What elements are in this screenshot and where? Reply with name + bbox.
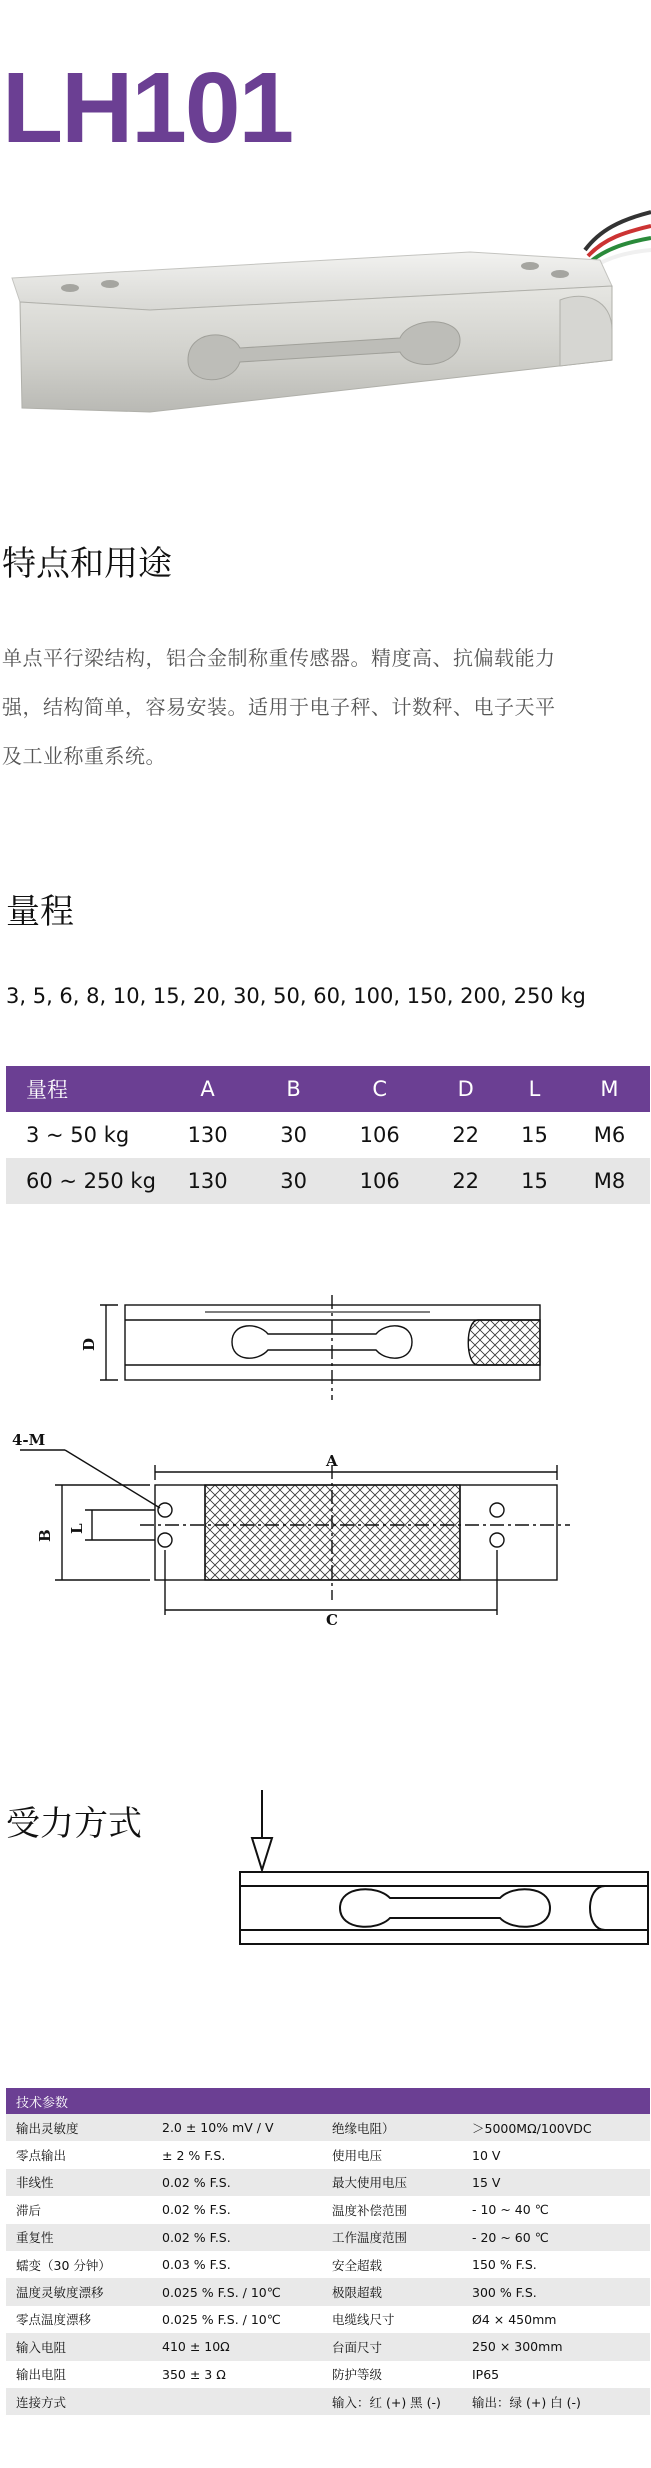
table-cell: 最大使用电压	[322, 2169, 462, 2196]
table-cell: 零点输出	[6, 2141, 152, 2168]
table-cell: 10 V	[462, 2141, 650, 2168]
table-cell: 106	[328, 1112, 431, 1158]
table-cell: 300 % F.S.	[462, 2278, 650, 2305]
col-header: C	[328, 1066, 431, 1112]
table-cell: 3 ~ 50 kg	[6, 1112, 156, 1158]
table-cell: 30	[259, 1112, 328, 1158]
label-l: L	[68, 1523, 86, 1534]
loading-heading: 受力方式	[6, 1804, 142, 1844]
table-cell: 0.02 % F.S.	[152, 2169, 322, 2196]
label-b: B	[36, 1529, 54, 1542]
features-line: 单点平行梁结构，铝合金制称重传感器。精度高、抗偏载能力	[2, 646, 556, 670]
table-cell: 0.025 % F.S. / 10℃	[152, 2306, 322, 2333]
table-cell: 输入电阻	[6, 2333, 152, 2360]
features-line: 强，结构简单，容易安装。适用于电子秤、计数秤、电子天平	[2, 695, 556, 719]
table-row	[6, 2361, 650, 2388]
table-cell: 输出电阻	[6, 2361, 152, 2388]
table-cell: Ø4 × 450mm	[462, 2306, 650, 2333]
table-cell: 15	[500, 1112, 569, 1158]
table-cell: 0.03 % F.S.	[152, 2251, 322, 2278]
col-header: L	[500, 1066, 569, 1112]
table-cell: 重复性	[6, 2224, 152, 2251]
table-row	[6, 2114, 650, 2141]
table-cell: 滞后	[6, 2196, 152, 2223]
table-cell: IP65	[462, 2361, 650, 2388]
table-cell: 温度补偿范围	[322, 2196, 462, 2223]
dimension-table	[6, 1066, 650, 1204]
table-cell: ＞5000MΩ/100VDC	[462, 2114, 650, 2141]
loading-diagram	[0, 1790, 651, 1950]
table-row	[6, 2333, 650, 2360]
table-cell: 60 ~ 250 kg	[6, 1158, 156, 1204]
product-title: LH101	[2, 52, 293, 164]
capacity-ranges: 3, 5, 6, 8, 10, 15, 20, 30, 50, 60, 100, 150, 200, 250 kg	[6, 984, 586, 1008]
table-cell: 106	[328, 1158, 431, 1204]
table-cell: 防护等级	[322, 2361, 462, 2388]
table-cell: 输入：红 (+) 黑 (-)	[322, 2388, 462, 2415]
col-header: D	[431, 1066, 500, 1112]
table-cell: 250 × 300mm	[462, 2333, 650, 2360]
table-cell: 22	[431, 1158, 500, 1204]
table-cell: 使用电压	[322, 2141, 462, 2168]
col-header: 量程	[6, 1066, 156, 1112]
table-cell	[152, 2388, 322, 2415]
spec-header: 技术参数	[6, 2088, 650, 2114]
label-d: D	[80, 1337, 98, 1351]
table-cell: 150 % F.S.	[462, 2251, 650, 2278]
table-cell: 台面尺寸	[322, 2333, 462, 2360]
table-row	[6, 2141, 650, 2168]
table-cell: 非线性	[6, 2169, 152, 2196]
table-cell: 工作温度范围	[322, 2224, 462, 2251]
load-cell-photo	[0, 190, 651, 470]
table-row	[6, 2224, 650, 2251]
table-cell: 22	[431, 1112, 500, 1158]
features-line: 及工业称重系统。	[2, 744, 166, 768]
table-cell: 温度灵敏度漂移	[6, 2278, 152, 2305]
table-cell: M6	[569, 1112, 650, 1158]
table-row	[6, 2169, 650, 2196]
table-cell: 0.02 % F.S.	[152, 2224, 322, 2251]
table-cell: 绝缘电阻）	[322, 2114, 462, 2141]
features-description	[2, 634, 647, 781]
table-cell: 130	[156, 1112, 259, 1158]
table-cell: 输出灵敏度	[6, 2114, 152, 2141]
table-row	[6, 2306, 650, 2333]
table-cell: 零点温度漂移	[6, 2306, 152, 2333]
col-header: M	[569, 1066, 650, 1112]
table-cell: 输出：绿 (+) 白 (-)	[462, 2388, 650, 2415]
label-c: C	[326, 1611, 338, 1629]
table-cell: 极限超载	[322, 2278, 462, 2305]
table-cell: 15	[500, 1158, 569, 1204]
table-cell: M8	[569, 1158, 650, 1204]
table-cell: 15 V	[462, 2169, 650, 2196]
table-cell: 2.0 ± 10% mV / V	[152, 2114, 322, 2141]
col-header: A	[156, 1066, 259, 1112]
label-a: A	[326, 1452, 338, 1470]
table-cell: 0.02 % F.S.	[152, 2196, 322, 2223]
capacity-heading: 量程	[6, 892, 74, 932]
col-header: B	[259, 1066, 328, 1112]
table-cell: 连接方式	[6, 2388, 152, 2415]
dimension-drawing	[0, 1240, 651, 1680]
table-row	[6, 1158, 650, 1204]
table-cell: 350 ± 3 Ω	[152, 2361, 322, 2388]
table-cell: ± 2 % F.S.	[152, 2141, 322, 2168]
table-cell: 电缆线尺寸	[322, 2306, 462, 2333]
table-header-row	[6, 1066, 650, 1112]
table-cell: 30	[259, 1158, 328, 1204]
spec-table	[6, 2088, 650, 2415]
table-cell: - 10 ~ 40 ℃	[462, 2196, 650, 2223]
label-4m: 4-M	[12, 1431, 46, 1449]
table-row	[6, 2278, 650, 2305]
table-cell: 蠕变（30 分钟）	[6, 2251, 152, 2278]
table-row	[6, 2388, 650, 2415]
table-row	[6, 2196, 650, 2223]
table-cell: - 20 ~ 60 ℃	[462, 2224, 650, 2251]
table-cell: 130	[156, 1158, 259, 1204]
table-cell: 0.025 % F.S. / 10℃	[152, 2278, 322, 2305]
table-row	[6, 2251, 650, 2278]
features-heading: 特点和用途	[2, 544, 172, 584]
table-row	[6, 1112, 650, 1158]
table-cell: 410 ± 10Ω	[152, 2333, 322, 2360]
table-cell: 安全超载	[322, 2251, 462, 2278]
